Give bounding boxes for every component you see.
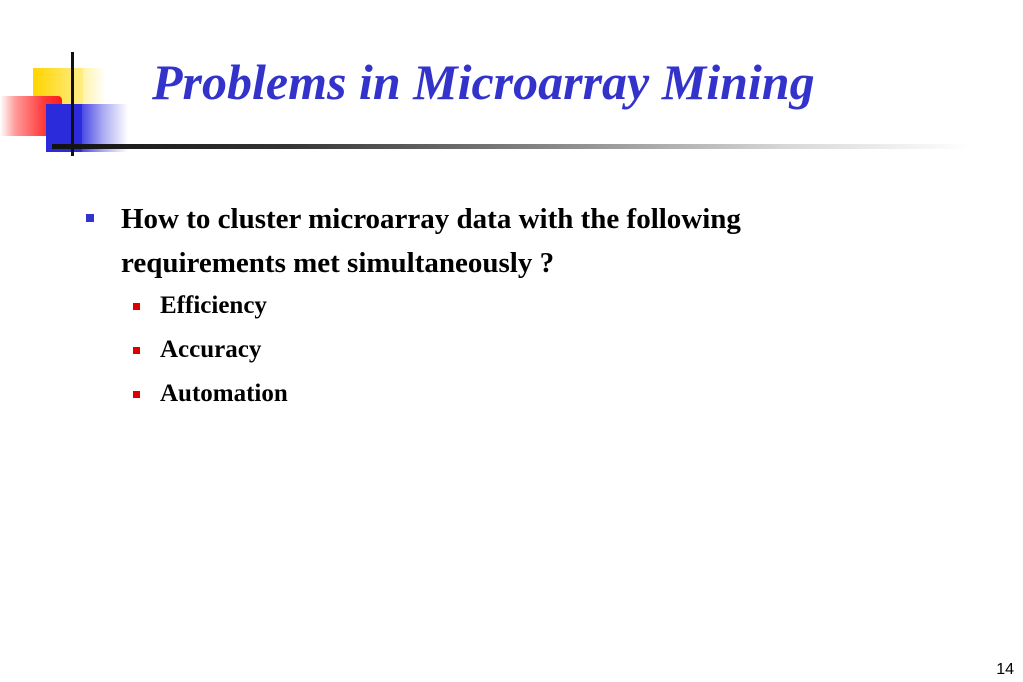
sub-bullet-list bbox=[133, 287, 288, 419]
bullet-list bbox=[86, 197, 906, 285]
list-item bbox=[133, 287, 288, 331]
list-item bbox=[133, 331, 288, 375]
page-number: 14 bbox=[996, 661, 1014, 678]
square-bullet-icon bbox=[133, 347, 140, 354]
list-item bbox=[86, 197, 906, 285]
list-item bbox=[133, 375, 288, 419]
bullet-text: How to cluster microarray data with the following requirements met simultaneously ? bbox=[121, 203, 741, 279]
title-underline bbox=[52, 144, 972, 149]
slide-title: Problems in Microarray Mining bbox=[152, 54, 815, 110]
logo-vertical-line bbox=[71, 52, 74, 156]
sub-bullet-accuracy: Accuracy bbox=[160, 336, 262, 363]
square-bullet-icon bbox=[133, 391, 140, 398]
square-bullet-icon bbox=[133, 303, 140, 310]
sub-bullet-efficiency: Efficiency bbox=[160, 292, 267, 319]
square-bullet-icon bbox=[86, 214, 94, 222]
sub-bullet-automation: Automation bbox=[160, 380, 288, 407]
